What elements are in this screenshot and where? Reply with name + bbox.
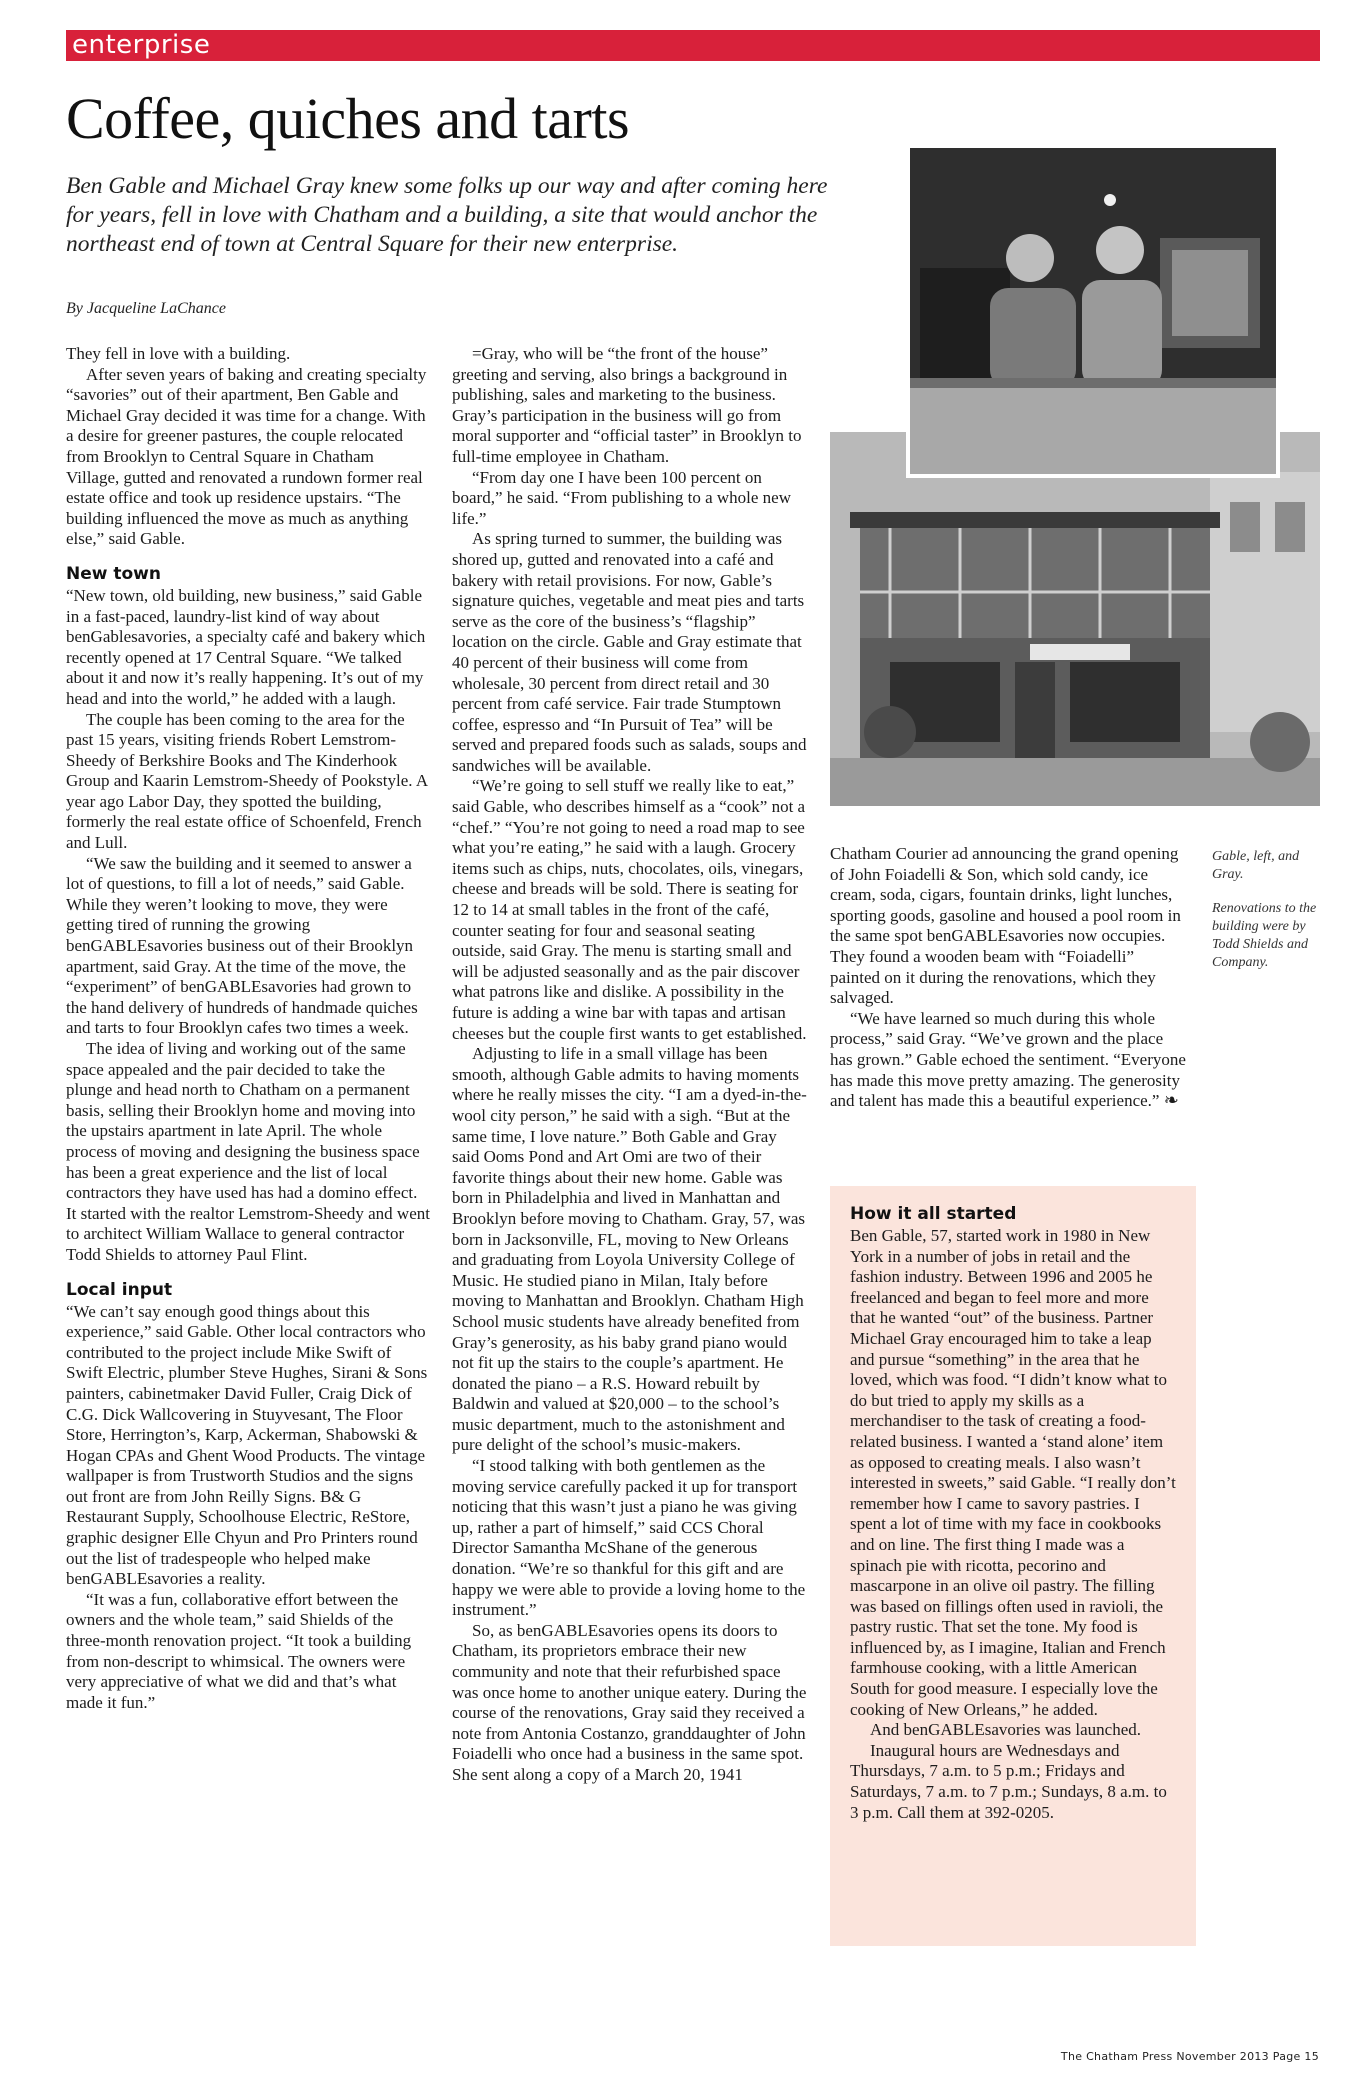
paragraph: =Gray, who will be “the front of the house” greeting and serving, also brings a background in publishing, sales and marketing to the business. Gray’s participation in the business will go from moral supporter and “official taster” in Brooklyn to full-time employee in Chatham.: [452, 344, 802, 466]
paragraph: “We’re going to sell stuff we really like to eat,” said Gable, who describes himself as a “cook” not a “chef.” “You’re not going to need a road map to see what you’re eating,” he said with a laugh. Grocery items such as chips, nuts, chocolates, oils, vinegars, cheese and breads will be sold. There is seating for 12 to 14 at small tables in the front of the café, counter seating for four and seasonal seating outside, said Gray. The menu is starting small and will be adjusted seasonally and as the pair discover what patrons like and dislike. A possibility in the future is adding a wine bar with tapas and artisan cheeses but the couple first wants to get established.: [452, 776, 807, 1043]
paragraph: Inaugural hours are Wednesdays and Thursdays, 7 a.m. to 5 p.m.; Fridays and Saturdays, 7 a.m. to 7 p.m.; Sundays, 8 a.m. to 3 p.m. Call them at 392-0205.: [850, 1740, 1167, 1822]
sidebar-title: How it all started: [850, 1204, 1017, 1224]
paragraph: “From day one I have been 100 percent on board,” he said. “From publishing to a whole new life.”: [452, 467, 791, 528]
page-folio: The Chatham Press November 2013 Page 15: [1060, 2050, 1319, 2063]
caption-people: Gable, left, and Gray.: [1212, 849, 1300, 882]
paragraph: As spring turned to summer, the building was shored up, gutted and renovated into a café and bakery with retail provisions. For now, Gable’s signature quiches, vegetable and meat pies and tarts serve as the core of the business’s “flagship” location on the circle. Gable and Gray estimate that 40 percent of their business will come from wholesale, 30 percent from direct retail and 30 percent from café service. Fair trade Stumptown coffee, espresso and “In Pursuit of Tea” will be served and prepared foods such as salads, soups and sandwiches will be available.: [452, 529, 807, 775]
paragraph: “We can’t say enough good things about this experience,” said Gable. Other local contractors who contributed to the project include Mike Swift of Swift Electric, plumber Steve Hughes, Sirani & Sons painters, cabinetmaker David Fuller, Craig Dick of C.G. Dick Wallcovering in Stuyvesant, The Floor Store, Herrington’s, Karp, Ackerman, Shabowski & Hogan CPAs and Ghent Wood Products. The vintage wallpaper is from Trustworth Studios and the signs out front are from John Reilly Signs. B& G Restaurant Supply, Schoolhouse Electric, ReStore, graphic designer Elle Chyun and Pro Printers round out the list of tradespeople who helped make benGABLEsavories a reality.: [66, 1301, 428, 1589]
byline: By Jacqueline LaChance: [66, 300, 226, 317]
paragraph: Ben Gable, 57, started work in 1980 in New York in a number of jobs in retail and the fashion industry. Between 1996 and 2005 he freelanced and began to feel more and more that he wanted “out” of the business. Partner Michael Gray encouraged him to take a leap and pursue “something” in the area that he loved, which was food. “I didn’t know what to do but tried to apply my skills as a merchandiser to the task of creating a food-related business. I wanted a ‘stand alone’ item as opposed to creating meals. I also wasn’t interested in sweets,” said Gable. “I really don’t remember how I came to savory pastries. I spent a lot of time with my face in cookbooks and on line. The first thing I made was a spinach pie with ricotta, pecorino and mascarpone in an olive oil pastry. The filling was based on fillings often used in ravioli, the pastry rustic. That set the tone. My food is influenced by, as I imagine, Italian and French farmhouse cooking, with a little American South for good measure. I especially love the cooking of New Orleans,” he added.: [850, 1226, 1176, 1719]
article-column-2: [452, 344, 808, 1786]
photo-caption: [1212, 848, 1320, 988]
paragraph: The couple has been coming to the area for the past 15 years, visiting friends Robert Lemstrom-Sheedy of Berkshire Books and The Kinderhook Group and Kaarin Lemstrom-Sheedy of Pookstyle. A year ago Labor Day, they spotted the building, formerly the real estate office of Schoenfeld, French and Lull.: [66, 709, 428, 853]
paragraph: [830, 1009, 1186, 1112]
section-header: enterprise: [66, 30, 1320, 61]
owners-photo: [906, 144, 1280, 478]
paragraph: And benGABLEsavories was launched.: [870, 1720, 1141, 1740]
paragraph: “New town, old building, new business,” said Gable in a fast-paced, laundry-list kind of way about benGablesavories, a specialty café and bakery which recently opened at 17 Central Square. “We talked about it and now it’s really happening. It’s out of my head and into the world,” he added with a laugh.: [66, 585, 426, 708]
caption-building: Renovations to the building were by Todd Shields and Company.: [1212, 901, 1317, 970]
paragraph: “I stood talking with both gentlemen as the moving service carefully packed it up for transport noticing that this wasn’t just a piano he was giving up, rather a part of himself,” said CCS Choral Director Samantha McShane of the generous donation. “We’re so thankful for this gift and are happy we were able to provide a loving home to the instrument.”: [452, 1456, 806, 1620]
paragraph: They fell in love with a building.: [66, 344, 291, 363]
paragraph: The idea of living and working out of the same space appealed and the pair decided to take the plunge and head north to Chatham on a permanent basis, selling their Brooklyn home and moving into the upstairs apartment in late April. The whole process of moving and designing the business space has been a great experience and the list of local contractors they have used has had a domino effect. It started with the realtor Lemstrom-Sheedy and went to architect William Wallace to general contractor Todd Shields to attorney Paul Flint.: [66, 1039, 430, 1264]
sidebar-box: [830, 1186, 1196, 1946]
subhead-local-input: Local input: [66, 1279, 173, 1300]
article-column-1: [66, 344, 430, 1713]
paragraph: So, as benGABLEsavories opens its doors to Chatham, its proprietors embrace their new community and note that their refurbished space was once home to another unique eatery. During the course of the renovations, Gray said they received a note from Antonia Costanzo, granddaughter of John Foiadelli who once had a business in the same spot. She sent along a copy of a March 20, 1941: [452, 1620, 807, 1784]
owners-illustration: [910, 148, 1276, 474]
end-mark-icon: ❧: [1163, 1090, 1179, 1112]
building-photo: [830, 432, 1320, 806]
paragraph: “We saw the building and it seemed to answer a lot of questions, to fill a lot of needs,” said Gable. While they weren’t looking to move, they were getting tired of running the growing benGABLEsavories business out of their Brooklyn apartment, said Gray. At the time of the move, the “experiment” of benGABLEsavories had grown to the hand delivery of hundreds of handmade quiches and tarts to four Brooklyn cafes two times a week.: [66, 853, 418, 1038]
paragraph: “It was a fun, collaborative effort between the owners and the whole team,” said Shields of the three-month renovation project. “It took a building from non-descript to whimsical. The owners were very appreciative of what we did and that’s what made it fun.”: [66, 1589, 412, 1712]
headline: Coffee, quiches and tarts: [66, 86, 630, 151]
paragraph: Adjusting to life in a small village has been smooth, although Gable admits to having moments where he really misses the city. “I am a dyed-in-the-wool city person,” he said with a sigh. “But at the same time, I love nature.” Both Gable and Gray said Ooms Pond and Art Omi are two of their favorite things about their new home. Gable was born in Philadelphia and lived in Manhattan and Brooklyn before moving to Chatham. Gray, 57, was born in Jacksonville, FL, moving to New Orleans and graduating from Loyola University College of Music. He studied piano in Milan, Italy before moving to Manhattan and Brooklyn. Chatham High School music students have already benefited from Gray’s generosity, as his baby grand piano would not fit up the stairs to the couple’s apartment. He donated the piano – a R.S. Howard rebuilt by Baldwin and valued at $20,000 – to the school’s music department, much to the astonishment and pure delight of the school’s music-makers.: [452, 1044, 807, 1455]
paragraph-text: “We have learned so much during this whole process,” said Gray. “We’ve grown and the place has grown.” Gable echoed the sentiment. “Everyone has made this move pretty amazing. The generosity and talent has made this a beautiful experience.”: [830, 1008, 1186, 1111]
subhead-new-town: New town: [66, 563, 161, 584]
paragraph: After seven years of baking and creating specialty “savories” out of their apartment, Ben Gable and Michael Gray decided it was time for a change. With a desire for greener pastures, the couple relocated from Brooklyn to Central Square in Chatham Village, gutted and renovated a rundown former real estate office and took up residence upstairs. “The building influenced the move as much as anything else,” said Gable.: [66, 364, 427, 549]
paragraph: Chatham Courier ad announcing the grand opening of John Foiadelli & Son, which sold candy, ice cream, soda, cigars, fountain drinks, light lunches, sporting goods, gasoline and housed a pool room in the same spot benGABLEsavories now occupies. They found a wooden beam with “Foiadelli” painted on it during the renovations, which they salvaged.: [830, 844, 1181, 1008]
article-column-3: [830, 844, 1186, 1112]
deck: Ben Gable and Michael Gray knew some folks up our way and after coming here for years, fell in love with Chatham and a building, a site that would anchor the northeast end of town at Central Square for their new enterprise.: [66, 173, 828, 257]
building-illustration: [830, 432, 1320, 806]
